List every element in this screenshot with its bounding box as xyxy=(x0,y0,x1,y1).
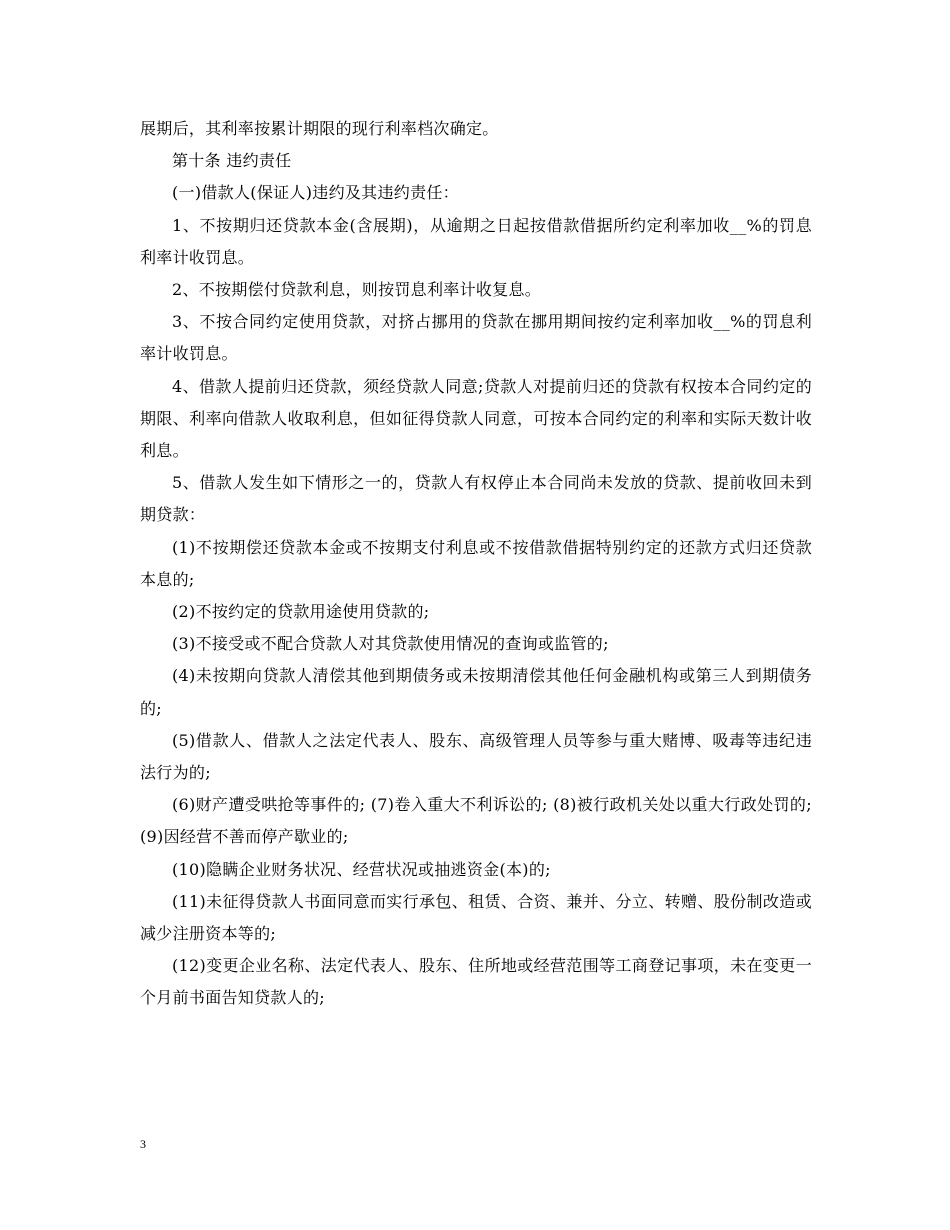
item-6-9-events: (6)财产遭受哄抢等事件的; (7)卷入重大不利诉讼的; (8)被行政机关处以重大行政处罚的; (9)因经营不善而停产歇业的; xyxy=(140,795,812,847)
article-ten-heading: 第十条 违约责任 xyxy=(172,151,292,171)
item-10-concealment: (10)隐瞒企业财务状况、经营状况或抽逃资金(本)的; xyxy=(172,859,551,879)
item-3-supervision: (3)不接受或不配合贷款人对其贷款使用情况的查询或监管的; xyxy=(172,634,609,654)
item-4-other-debts: (4)未按期向贷款人清偿其他到期债务或未按期清偿其他任何金融机构或第三人到期债务的; xyxy=(140,666,812,718)
item-12-registration-change: (12)变更企业名称、法定代表人、股东、住所地或经营范围等工商登记事项，未在变更一个月前书面告知贷款人的; xyxy=(140,956,812,1008)
item-2-purpose: (2)不按约定的贷款用途使用贷款的; xyxy=(172,602,430,622)
paragraph-extension-rate: 展期后，其利率按累计期限的现行利率档次确定。 xyxy=(140,119,499,138)
page-number: 3 xyxy=(140,1137,146,1151)
clause-1-principal: 1、不按期归还贷款本金(含展期)，从逾期之日起按借款借据所约定利率加收__%的罚息利率计收罚息。 xyxy=(140,215,812,267)
clause-2-interest: 2、不按期偿付贷款利息，则按罚息利率计收复息。 xyxy=(172,280,542,300)
clause-5-conditions: 5、借款人发生如下情形之一的，贷款人有权停止本合同尚未发放的贷款、提前收回未到期贷款： xyxy=(140,473,812,525)
clause-3-misuse: 3、不按合同约定使用贷款，对挤占挪用的贷款在挪用期间按约定利率加收__%的罚息利率计收罚息。 xyxy=(140,312,812,364)
item-5-illegal-acts: (5)借款人、借款人之法定代表人、股东、高级管理人员等参与重大赌博、吸毒等违纪违法行为的; xyxy=(140,730,812,783)
item-1-nonpayment: (1)不按期偿还贷款本金或不按期支付利息或不按借款借据特别约定的还款方式归还贷款本息的; xyxy=(140,537,812,589)
item-11-restructuring: (11)未征得贷款人书面同意而实行承包、租赁、合资、兼并、分立、转赠、股份制改造或减少注册资本等的; xyxy=(140,891,812,944)
document-body xyxy=(140,113,812,1015)
clause-4-early-repayment: 4、借款人提前归还贷款，须经贷款人同意;贷款人对提前归还的贷款有权按本合同约定的期限、利率向借款人收取利息，但如征得贷款人同意，可按本合同约定的利率和实际天数计收利息。 xyxy=(140,376,812,461)
section-borrower-breach: (一)借款人(保证人)违约及其违约责任： xyxy=(172,183,459,203)
